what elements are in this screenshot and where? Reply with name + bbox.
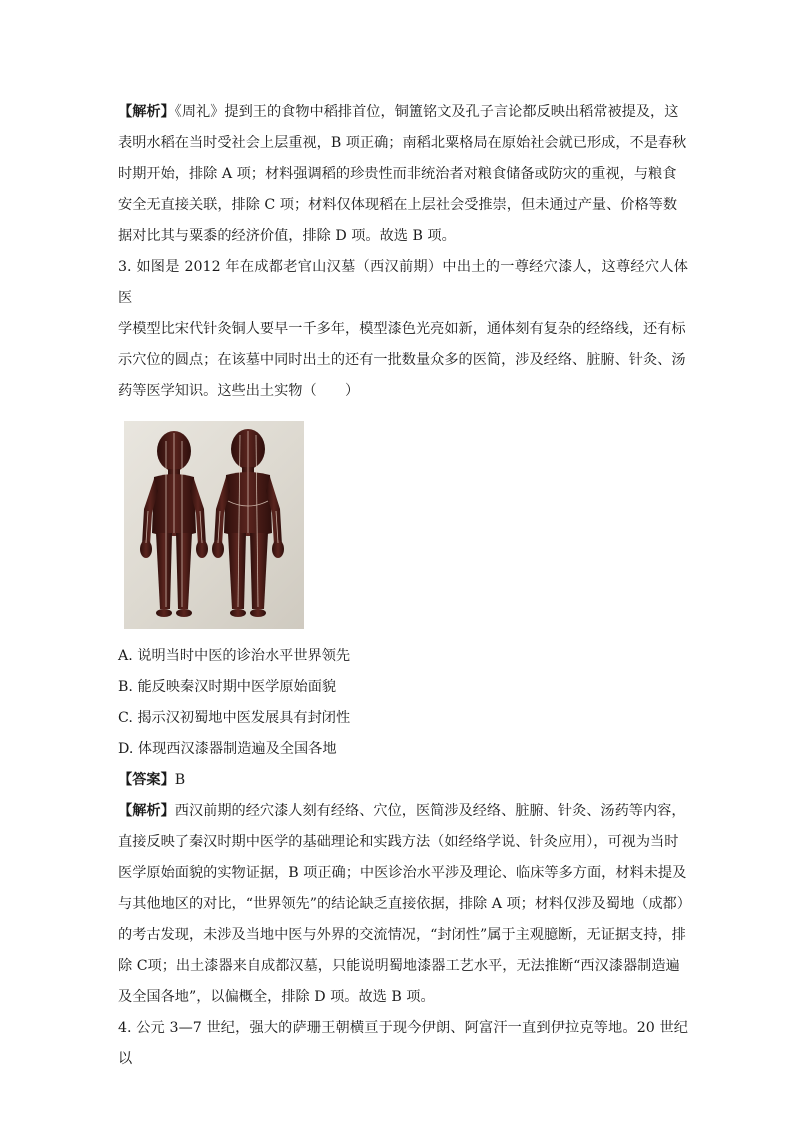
option-a: A. 说明当时中医的诊治水平世界领先 (118, 648, 351, 664)
q3-analysis-line: 直接反映了秦汉时期中医学的基础理论和实践方法（如经络学说、针灸应用），可视为当时 (118, 834, 679, 850)
analysis-label: 【解析】 (118, 104, 175, 120)
q2-analysis-line: 安全无直接关联，排除 C 项；材料仅体现稻在上层社会受推崇，但未通过产量、价格等数 (118, 197, 678, 213)
q3-analysis-line: 的考古发现，未涉及当地中医与外界的交流情况，“封闭性”属于主观臆断，无证据支持，排 (118, 927, 686, 943)
q3-stem-line: 3. 如图是 2012 年在成都老官山汉墓（西汉前期）中出土的一尊经穴漆人，这尊经穴人体医 (118, 259, 688, 306)
q3-stem-line: 药等医学知识。这些出土实物（ ） (118, 383, 360, 399)
lacquer-acupuncture-figure-image (124, 421, 304, 629)
q2-analysis-line: 表明水稻在当时受社会上层重视，B 项正确；南稻北粟格局在原始社会就已形成，不是春秋 (118, 135, 687, 151)
answer-label: 【答案】 (118, 772, 175, 788)
lacquer-figures-illustration (124, 421, 304, 629)
q3-analysis-line: 医学原始面貌的实物证据，B 项正确；中医诊治水平涉及理论、临床等多方面，材料未提及 (118, 865, 687, 881)
option-c: C. 揭示汉初蜀地中医发展具有封闭性 (118, 710, 351, 726)
q2-analysis-line: 时期开始，排除 A 项；材料强调稻的珍贵性而非统治者对粮食储备或防灾的重视，与粮食 (118, 166, 677, 182)
answer-value: B (174, 772, 186, 788)
q3-analysis-line: 及全国各地”，以偏概全，排除 D 项。故选 B 项。 (118, 989, 435, 1005)
q3-analysis-line: 除 C项；出土漆器来自成都汉墓，只能说明蜀地漆器工艺水平，无法推断“西汉漆器制造遍 (118, 958, 680, 974)
question-4 (118, 1013, 688, 1075)
q3-analysis-line: 【解析】西汉前期的经穴漆人刻有经络、穴位，医简涉及经络、脏腑、针灸、汤药等内容， (118, 803, 686, 819)
q4-stem-line: 4. 公元 3—7 世纪，强大的萨珊王朝横亘于现今伊朗、阿富汗一直到伊拉克等地。20 世纪以 (118, 1020, 688, 1067)
q3-stem-line: 学模型比宋代针灸铜人要早一千多年，模型漆色光亮如新，通体刻有复杂的经络线，还有标 (118, 321, 686, 337)
option-b: B. 能反映秦汉时期中医学原始面貌 (118, 679, 337, 695)
q3-analysis-line: 与其他地区的对比，“世界领先”的结论缺乏直接依据，排除 A 项；材料仅涉及蜀地（成都） (118, 896, 691, 912)
option-d: D. 体现西汉漆器制造遍及全国各地 (118, 741, 337, 757)
q3-stem-line: 示穴位的圆点；在该墓中同时出土的还有一批数量众多的医简，涉及经络、脏腑、针灸、汤 (118, 352, 686, 368)
analysis-label: 【解析】 (118, 803, 175, 819)
page-content (118, 97, 691, 1075)
q2-analysis-line: 据对比其与粟黍的经济价值，排除 D 项。故选 B 项。 (118, 228, 456, 244)
q2-analysis-line: 【解析】《周礼》提到王的食物中稻排首位，铜簠铭文及孔子言论都反映出稻常被提及，这 (118, 104, 679, 120)
question-3 (118, 252, 691, 1013)
q3-answer (118, 765, 688, 796)
q2-analysis (118, 97, 688, 252)
